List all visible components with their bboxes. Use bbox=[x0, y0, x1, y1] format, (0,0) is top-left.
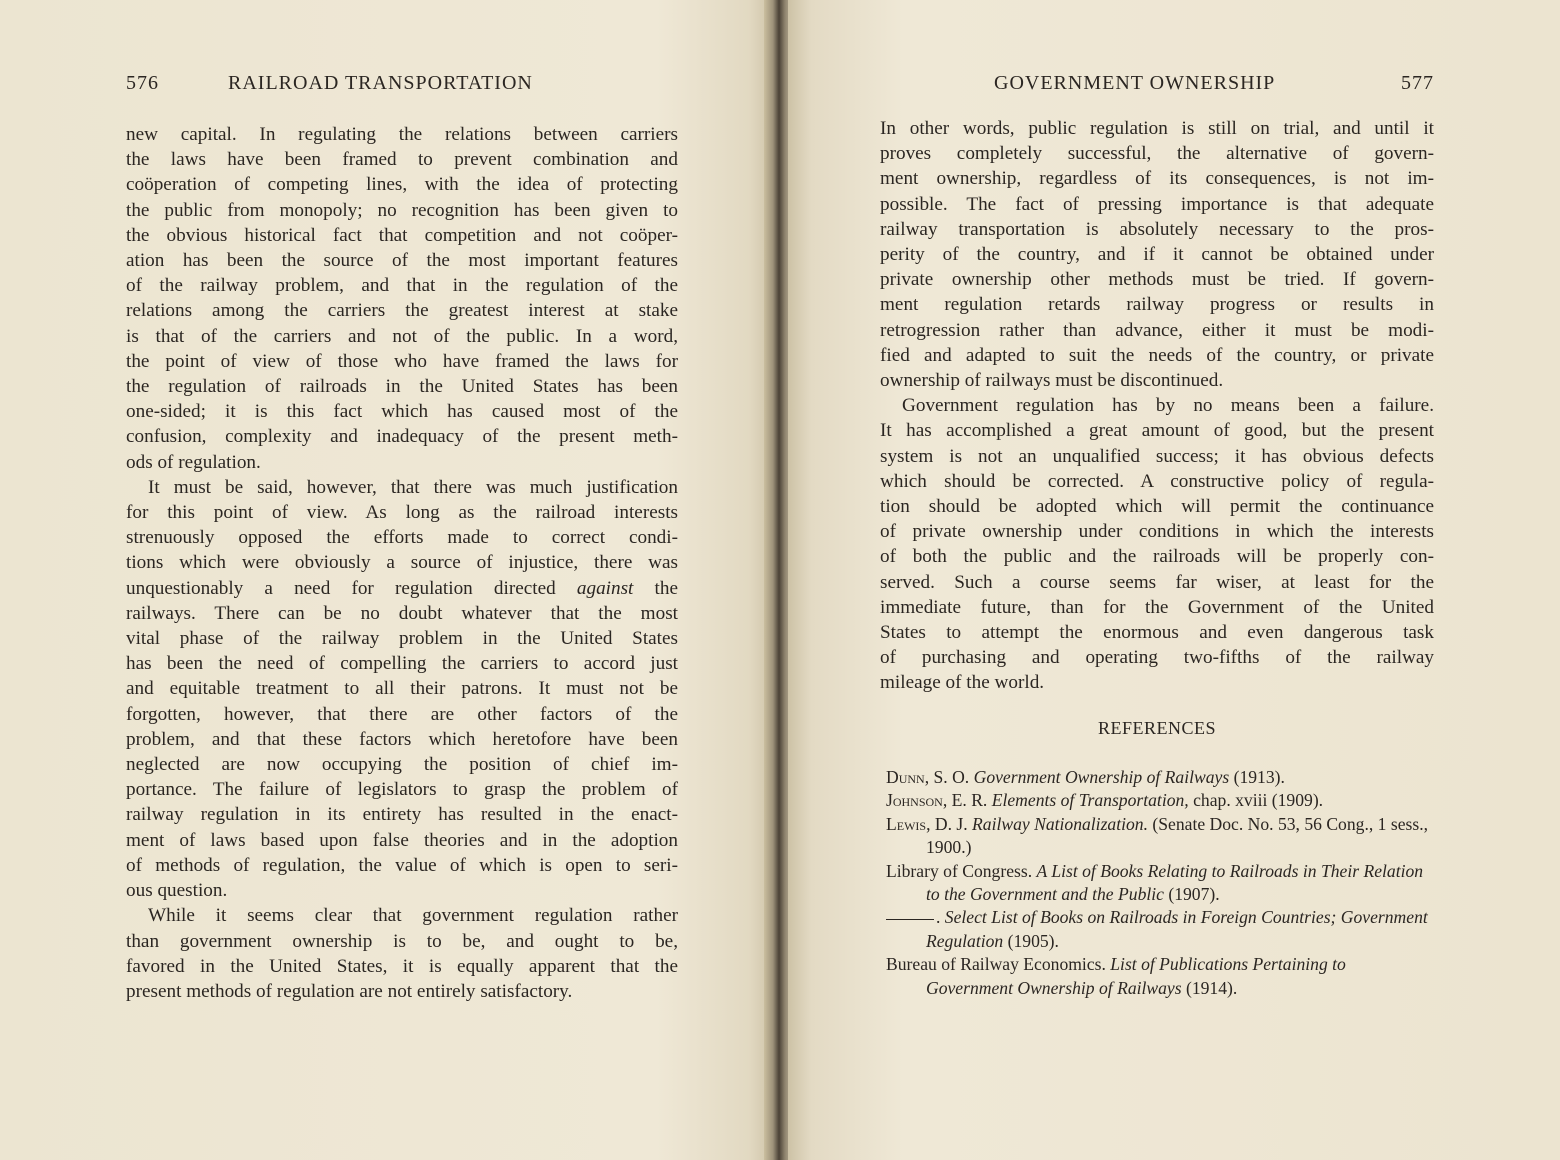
text-line: proves completely successful, the alternative of govern- bbox=[880, 143, 1434, 165]
text-line: perity of the country, and if it cannot be obtained under bbox=[880, 244, 1434, 266]
text-line: system is not an unqualified success; it has obvious defects bbox=[880, 445, 1434, 467]
text-line: of private ownership under conditions in which the interests bbox=[880, 521, 1434, 543]
text-line: favored in the United States, it is equally apparent that the bbox=[126, 955, 678, 977]
text-line: of the railway problem, and that in the regulation of the bbox=[126, 275, 678, 297]
text-line: the point of view of those who have framed the laws for bbox=[126, 350, 678, 372]
text-line: possible. The fact of pressing importance is that adequate bbox=[880, 193, 1434, 215]
reference-entry: Dunn, S. O. Government Ownership of Railways (1913). bbox=[886, 767, 1285, 787]
reference-entry: Lewis, D. J. Railway Nationalization. (Senate Doc. No. 53, 56 Cong., 1 sess., 1900.) bbox=[886, 813, 1428, 858]
text-line: tions which were obviously a source of injustice, there was bbox=[126, 552, 678, 574]
references-list bbox=[886, 766, 1434, 1000]
text-line: relations among the carriers the greatest interest at stake bbox=[126, 300, 678, 322]
right-running-head bbox=[880, 72, 1434, 104]
text-line: present methods of regulation are not entirely satisfactory. bbox=[126, 980, 573, 1002]
text-line: ownership of railways must be discontinued. bbox=[880, 370, 1224, 392]
text-line: ment regulation retards railway progress or results in bbox=[880, 294, 1434, 316]
text-line: the regulation of railroads in the United States has been bbox=[126, 376, 678, 398]
reference-entry: . Select List of Books on Railroads in Foreign Countries; Government Regulation (1905). bbox=[886, 906, 1434, 953]
page-number: 577 bbox=[1401, 72, 1434, 94]
text-line: unquestionably a need for regulation directed against the bbox=[126, 577, 678, 599]
reference-entry: Library of Congress. A List of Books Relating to Railroads in Their Relation to the Government and the Public (1907). bbox=[886, 860, 1424, 905]
reference-title: List of Publications Pertaining to Government Ownership of Railways bbox=[926, 954, 1346, 998]
text-line: neglected are now occupying the position of chief im- bbox=[126, 754, 678, 776]
right-body-text bbox=[880, 116, 1434, 696]
text-line: ment ownership, regardless of its consequences, is not im- bbox=[880, 168, 1434, 190]
text-line: portance. The failure of legislators to grasp the problem of bbox=[126, 779, 678, 801]
reference-title: A List of Books Relating to Railroads in Their Relation to the Government and the Public bbox=[926, 860, 1424, 905]
reference-title: Select List of Books on Railroads in Foreign Countries; Government Regulation bbox=[926, 907, 1428, 951]
text-line: the obvious historical fact that competition and not coöper- bbox=[126, 224, 678, 246]
text-line: has been the need of compelling the carriers to accord just bbox=[126, 653, 678, 675]
text-line: railways. There can be no doubt whatever that the most bbox=[126, 602, 678, 624]
reference-author: Johnson bbox=[886, 790, 943, 811]
text-line: ation has been the source of the most important features bbox=[126, 250, 678, 272]
text-line: of purchasing and operating two-fifths of the railway bbox=[880, 647, 1434, 669]
text-line: coöperation of competing lines, with the idea of protecting bbox=[126, 174, 678, 196]
text-line: ment of laws based upon false theories and in the adoption bbox=[126, 829, 678, 851]
text-line: new capital. In regulating the relations between carriers bbox=[126, 124, 678, 145]
text-line: It must be said, however, that there was much justification bbox=[148, 476, 678, 498]
text-line: problem, and that these factors which heretofore have been bbox=[126, 728, 678, 750]
running-head-title: GOVERNMENT OWNERSHIP bbox=[994, 72, 1276, 94]
text-line: of both the public and the railroads will be properly con- bbox=[880, 546, 1434, 568]
text-line: immediate future, than for the Government of the United bbox=[880, 596, 1434, 618]
text-line: is that of the carriers and not of the public. In a word, bbox=[126, 325, 678, 347]
text-line: which should be corrected. A constructive policy of regula- bbox=[880, 470, 1434, 492]
left-page bbox=[0, 0, 772, 1160]
text-line: railway transportation is absolutely necessary to the pros- bbox=[880, 218, 1434, 240]
text-line: tion should be adopted which will permit the continuance bbox=[880, 496, 1434, 518]
text-line: mileage of the world. bbox=[880, 672, 1045, 694]
text-line: of methods of regulation, the value of which is open to seri- bbox=[126, 854, 678, 876]
text-line: one-sided; it is this fact which has caused most of the bbox=[126, 401, 678, 423]
reference-entry: Bureau of Railway Economics. List of Publications Pertaining to Government Ownership of Railways (1914). bbox=[886, 954, 1346, 998]
text-line: for this point of view. As long as the railroad interests bbox=[126, 502, 678, 524]
text-line: vital phase of the railway problem in the United States bbox=[126, 628, 678, 650]
text-line: the public from monopoly; no recognition has been given to bbox=[126, 199, 678, 221]
text-line: retrogression rather than advance, either it must be modi- bbox=[880, 319, 1434, 341]
text-line: strenuously opposed the efforts made to correct condi- bbox=[126, 527, 678, 549]
text-line: railway regulation in its entirety has resulted in the enact- bbox=[126, 804, 678, 826]
left-running-head bbox=[126, 72, 678, 104]
text-line: served. Such a course seems far wiser, at least for the bbox=[880, 571, 1434, 593]
reference-author: Lewis bbox=[886, 813, 927, 834]
text-line: fied and adapted to suit the needs of the country, or private bbox=[880, 344, 1434, 366]
text-line: private ownership other methods must be tried. If govern- bbox=[880, 269, 1434, 291]
text-line: While it seems clear that government regulation rather bbox=[148, 905, 678, 927]
reference-title: Government Ownership of Railways bbox=[973, 767, 1230, 787]
right-page bbox=[788, 0, 1560, 1160]
text-line: In other words, public regulation is still on trial, and until it bbox=[880, 118, 1434, 139]
running-head-title: RAILROAD TRANSPORTATION bbox=[228, 72, 533, 94]
text-line: States to attempt the enormous and even dangerous task bbox=[880, 622, 1434, 644]
text-line: than government ownership is to be, and ought to be, bbox=[126, 930, 678, 952]
left-body-text bbox=[126, 122, 678, 1004]
page-number: 576 bbox=[126, 72, 159, 94]
text-line: confusion, complexity and inadequacy of the present meth- bbox=[126, 426, 678, 448]
text-line: Government regulation has by no means been a failure. bbox=[902, 395, 1434, 417]
text-line: the laws have been framed to prevent combination and bbox=[126, 149, 678, 171]
text-line: ods of regulation. bbox=[126, 451, 261, 473]
text-line: forgotten, however, that there are other factors of the bbox=[126, 703, 678, 725]
italic-emphasis: against bbox=[576, 577, 634, 599]
text-line: It has accomplished a great amount of good, but the present bbox=[880, 420, 1434, 442]
reference-title: Railway Nationalization. bbox=[972, 813, 1148, 834]
ditto-dash bbox=[886, 919, 934, 920]
reference-author: Dunn bbox=[886, 767, 925, 787]
text-line: ous question. bbox=[126, 880, 228, 902]
reference-entry: Johnson, E. R. Elements of Transportation, chap. xviii (1909). bbox=[886, 790, 1324, 811]
references-heading: REFERENCES bbox=[1097, 718, 1217, 738]
reference-title: Elements of Transportation, bbox=[991, 790, 1189, 811]
text-line: and equitable treatment to all their patrons. It must not be bbox=[126, 678, 678, 700]
